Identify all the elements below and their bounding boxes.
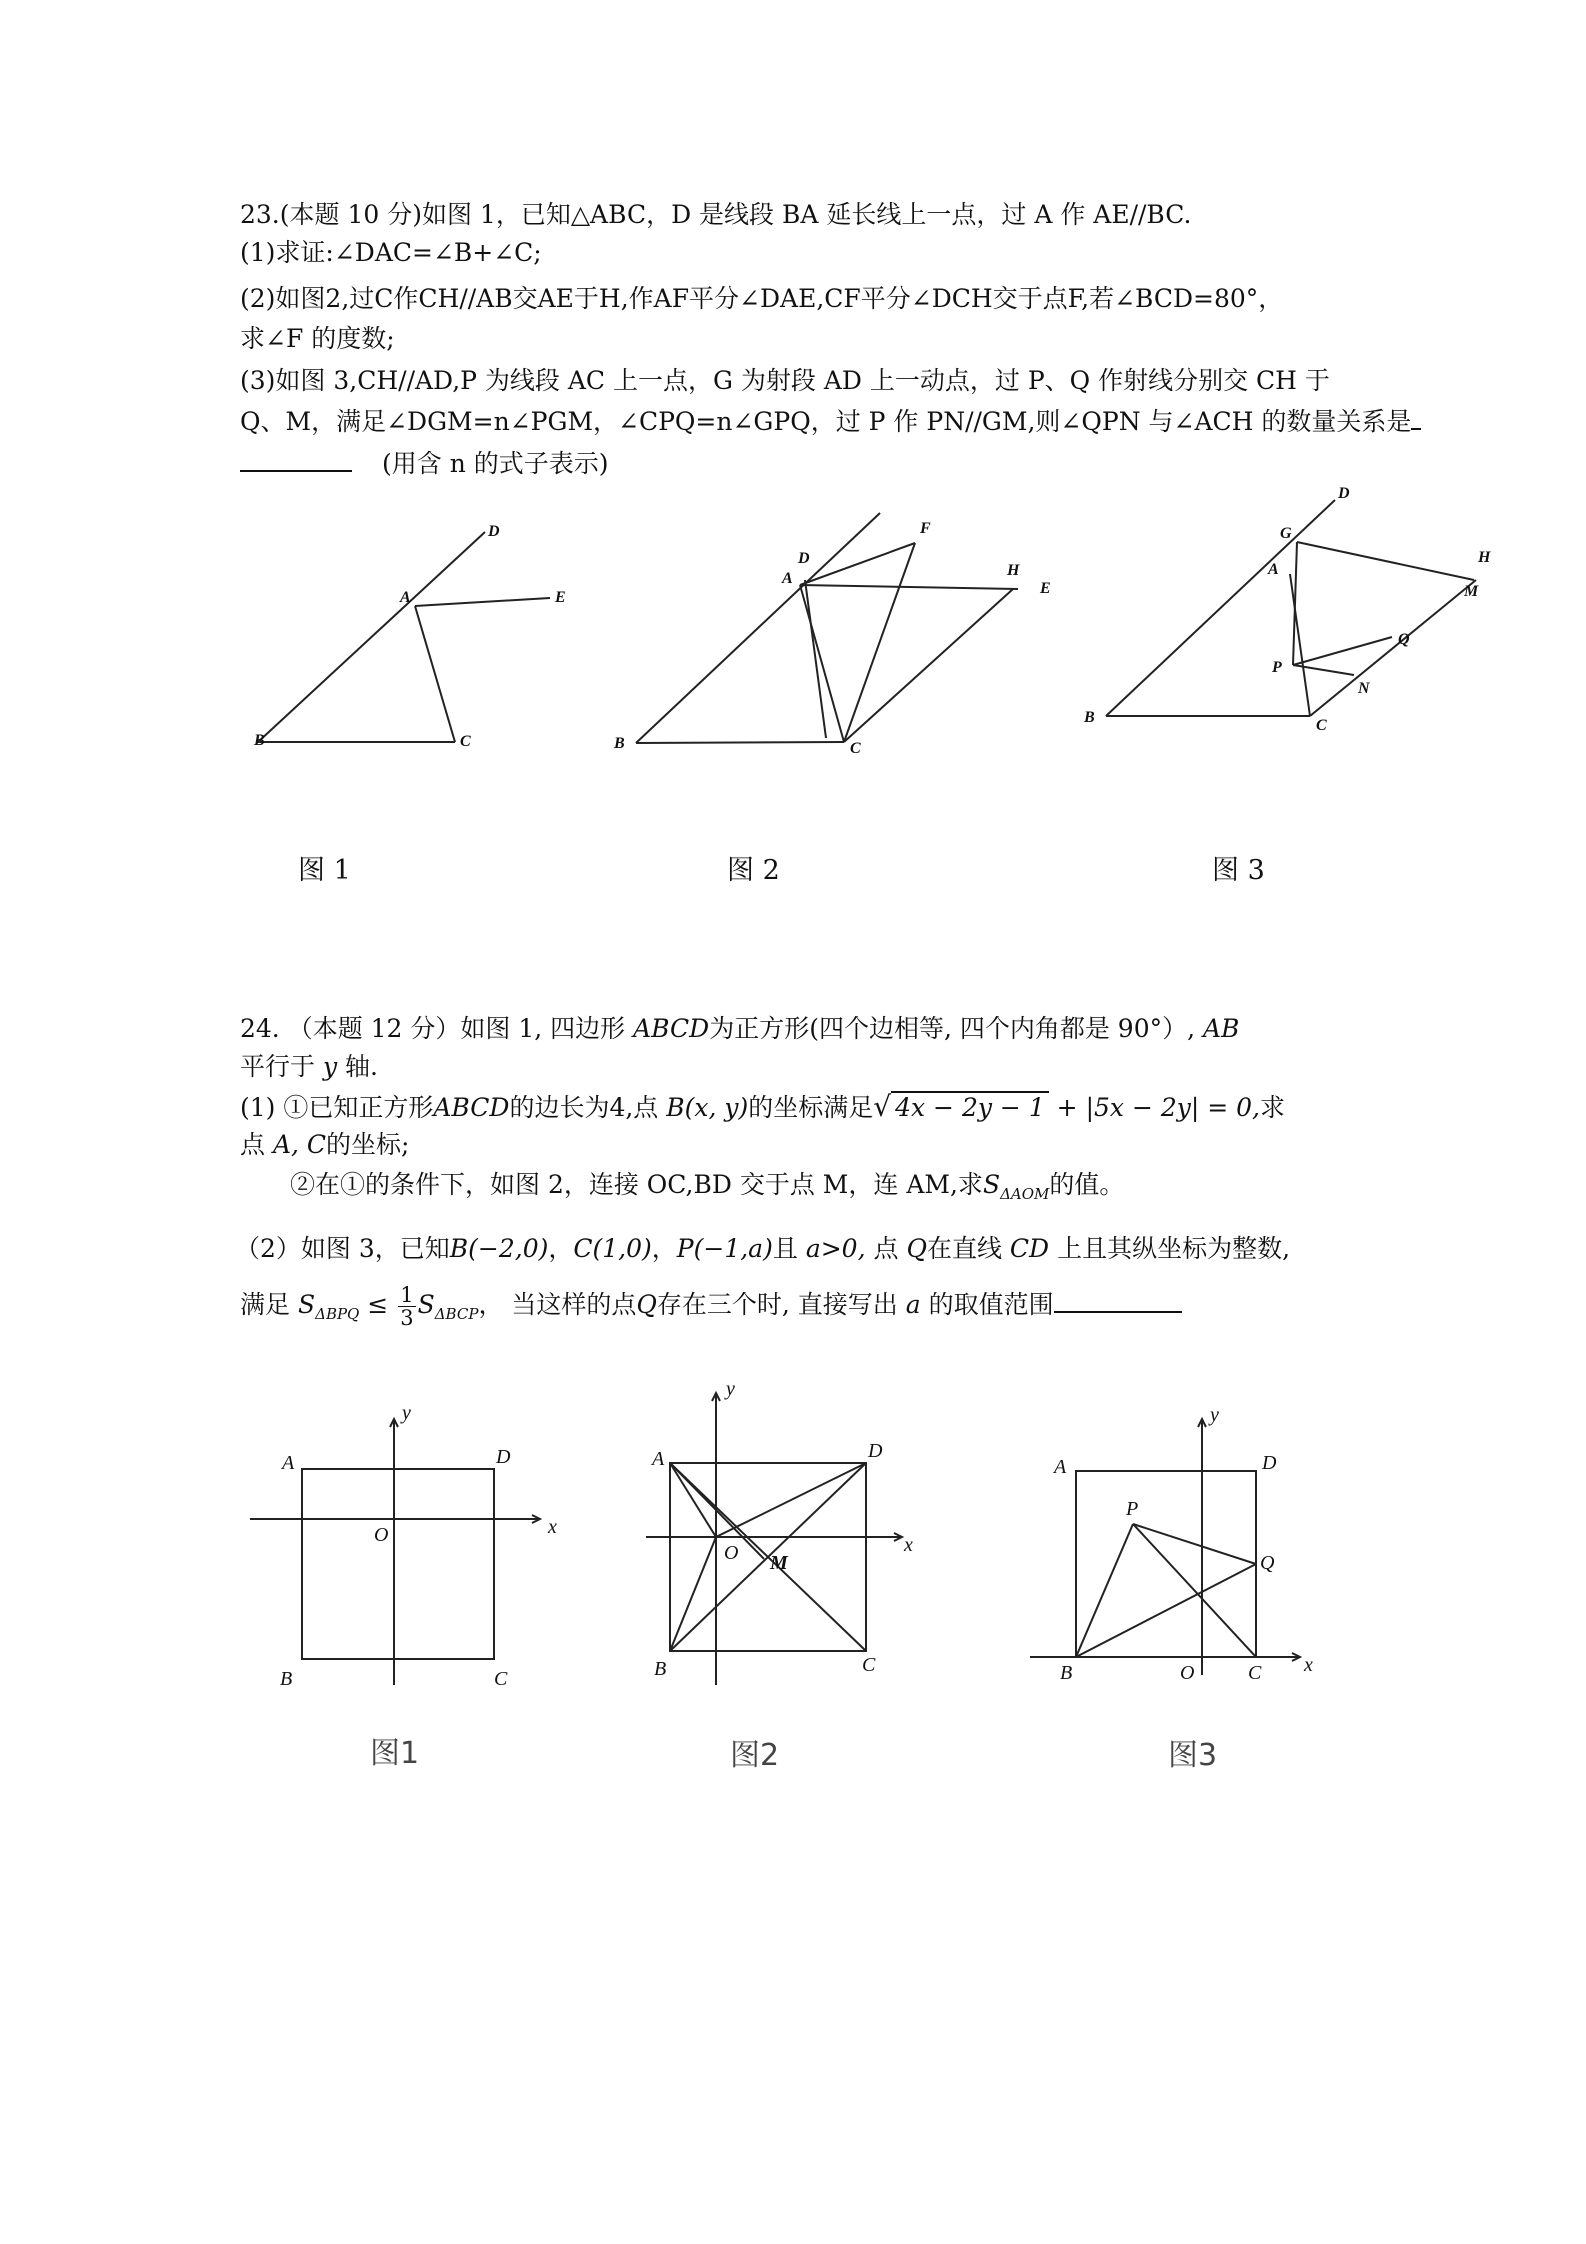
label-a: A [782,570,793,587]
q24-part1-line1: (1) ①已知正方形ABCD的边长为4,点 B(x, y)的坐标满足√ 4x − 2y − 1 + |5x − 2y| = 0,求 [240,1090,1286,1123]
label-a: A [400,589,411,606]
label-o: O [374,1524,389,1546]
q23-figure-2 [610,505,1070,765]
q24-part2-line2: 满足 $S_{\Delta BPQ}$ ≤ $\frac{1}{3}$ $S_{\Delta BCP}$， 当这样的点Q存在三个时, 直接写出 a 的取值范围 [240,1284,1182,1331]
label-y: y [402,1402,411,1424]
label-g: G [1280,525,1292,542]
q23-intro: 23.(本题 10 分)如图 1，已知△ABC，D 是线段 BA 延长线上一点，过 A 作 AE//BC. [240,200,1192,229]
label-m: M [1464,583,1479,600]
label-q: Q [1398,631,1410,648]
label-p: P [1126,1498,1139,1520]
q24-figure-1 [250,1395,570,1695]
label-m: M [770,1552,788,1574]
label-a: A [282,1452,295,1474]
label-y: y [726,1378,735,1400]
label-b: B [654,1658,667,1680]
label-c: C [494,1668,508,1690]
answer-blank[interactable] [1054,1287,1182,1313]
label-o: O [1180,1662,1195,1684]
q23-caption-1: 图 1 [298,855,351,886]
label-h: H [1007,562,1020,579]
label-d: D [496,1446,511,1468]
label-x: x [548,1516,557,1538]
label-d: D [798,550,810,567]
q24-part2-line1: （2）如图 3，已知B(−2,0)，C(1,0)，P(−1,a)且 a>0, 点 Q在直线 CD 上且其纵坐标为整数, [235,1234,1291,1263]
q23-part3-line2: Q、M，满足∠DGM=n∠PGM，∠CPQ=n∠GPQ，过 P 作 PN//GM,则∠QPN 与∠ACH 的数量关系是 [240,404,1421,439]
q24-caption-2: 图2 [730,1738,780,1773]
label-c: C [862,1654,876,1676]
label-x: x [1304,1654,1313,1676]
q23-part3-line1: (3)如图 3,CH//AD,P 为线段 AC 上一点，G 为射段 AD 上一动点，过 P、Q 作射线分别交 CH 于 [240,366,1330,395]
q23-figure-3 [1080,480,1500,750]
label-h: H [1478,549,1491,566]
fraction-one-third: $\frac{1}{3}$ [400,1283,414,1330]
q23-figure-1 [250,520,590,760]
label-a: A [1268,561,1279,578]
label-q: Q [1260,1552,1275,1574]
label-a: A [1054,1456,1067,1478]
label-f: F [920,520,931,537]
label-c: C [1316,717,1327,734]
label-d: D [868,1440,883,1462]
label-d: D [1338,485,1350,502]
q24-caption-1: 图1 [370,1736,420,1771]
answer-blank[interactable] [240,446,352,472]
label-p: P [1272,659,1282,676]
label-b: B [280,1668,293,1690]
label-n: N [1358,680,1370,697]
label-e: E [555,589,566,606]
q23-caption-2: 图 2 [727,855,780,886]
label-x: x [904,1534,913,1556]
q24-caption-3: 图3 [1168,1738,1218,1773]
q23-part1: (1)求证:∠DAC=∠B+∠C; [240,238,542,267]
q23-part3-line3: (用含 n 的式子表示) [240,446,609,481]
label-b: B [614,735,625,752]
q23-part2-line1: (2)如图2,过C作CH//AB交AE于H,作AF平分∠DAE,CF平分∠DCH交于点F,若∠BCD=80°， [240,284,1284,313]
q24-figure-3 [1030,1405,1350,1695]
label-y: y [1210,1404,1219,1426]
label-b: B [1084,709,1095,726]
label-c: C [460,733,471,750]
label-a: A [652,1448,665,1470]
label-d: D [1262,1452,1277,1474]
q24-intro-line1: 24. （本题 12 分）如图 1, 四边形 ABCD为正方形(四个边相等, 四个内角都是 90°）, AB [240,1014,1240,1043]
label-b: B [1060,1662,1073,1684]
q23-caption-3: 图 3 [1212,855,1265,886]
q23-part2-line2: 求∠F 的度数; [240,324,395,353]
label-d: D [488,523,500,540]
q24-figure-2 [640,1378,940,1685]
label-c: C [1248,1662,1262,1684]
q24-part1-line3: ②在①的条件下，如图 2，连接 OC,BD 交于点 M，连 AM,求$S_{\Delta AOM}$的值。 [290,1170,1125,1203]
label-o: O [724,1542,739,1564]
label-b: B [254,732,265,749]
q24-part1-line2: 点 A, C的坐标; [240,1130,410,1159]
label-e: E [1040,580,1051,597]
q24-intro-line2: 平行于 y 轴. [240,1052,378,1081]
label-c: C [850,740,861,757]
